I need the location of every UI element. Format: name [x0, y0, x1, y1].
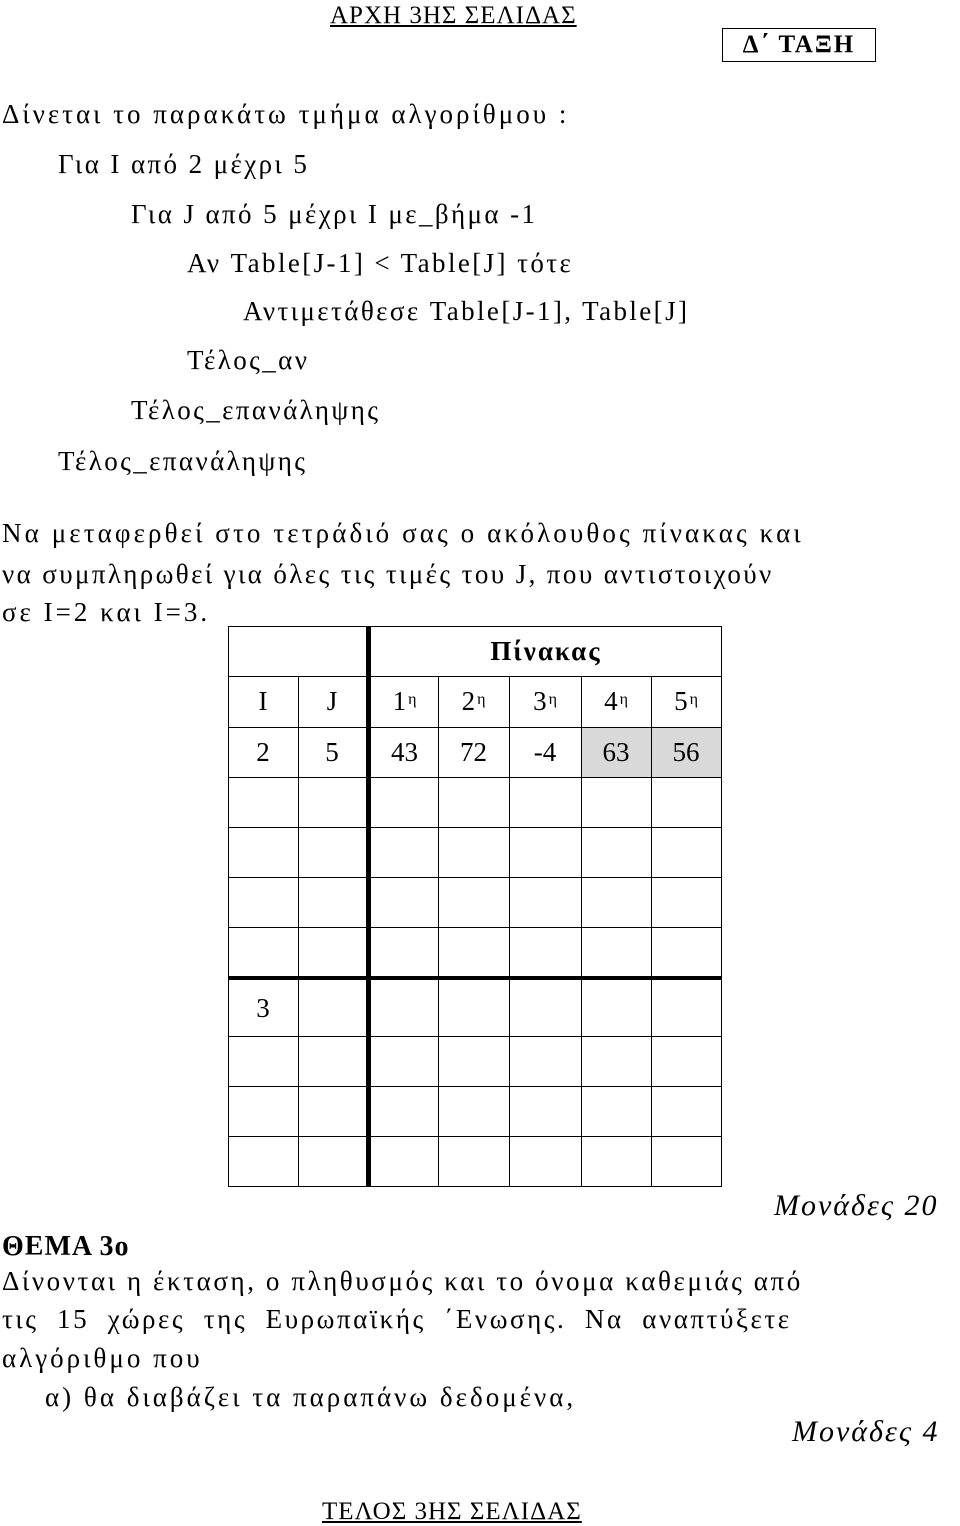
- marks-20: Μονάδες 20: [774, 1189, 939, 1222]
- header-j: J: [326, 686, 338, 716]
- header-position-4: 4 $^\eta$: [604, 686, 628, 716]
- page-end-footer: ΤΕΛΟΣ 3ΗΣ ΣΕΛΙΔΑΣ: [322, 1498, 582, 1525]
- page-start-header: ΑΡΧΗ 3ΗΣ ΣΕΛΙΔΑΣ: [330, 2, 577, 29]
- algorithm-line: Τέλος_αν: [187, 345, 310, 375]
- instruction-line: Να μεταφερθεί στο τετράδιό σας ο ακόλουθος πίνακας και: [2, 518, 804, 548]
- theme3-title: ΘΕΜΑ 3ο: [2, 1231, 130, 1262]
- algorithm-line: Αν Table[J-1] < Table[J] τότε: [187, 248, 574, 278]
- table-cell: 72: [460, 736, 487, 767]
- instruction-line: σε Ι=2 και Ι=3.: [2, 597, 211, 627]
- theme3-line: τις 15 χώρες της Ευρωπαϊκής ΄Ενωσης. Να αναπτύξετε: [2, 1304, 792, 1334]
- marks-4: Μονάδες 4: [792, 1415, 940, 1448]
- table-cell: 63: [602, 736, 630, 767]
- table-cell: 2: [256, 736, 270, 767]
- algorithm-line: Τέλος_επανάληψης: [131, 395, 381, 425]
- header-i: Ι: [258, 686, 268, 716]
- header-position-2: 2 $^\eta$: [461, 686, 486, 716]
- intro-text: Δίνεται το παρακάτω τμήμα αλγορίθμου :: [2, 99, 570, 129]
- table-cell: 43: [391, 736, 418, 767]
- theme3-item-a: α) θα διαβάζει τα παραπάνω δεδομένα,: [45, 1382, 577, 1412]
- theme3-line: Δίνονται η έκταση, ο πληθυσμός και το όνομα καθεμιάς από: [2, 1266, 803, 1296]
- table-cell: 5: [325, 736, 339, 767]
- table-title: Πίνακας: [490, 635, 602, 666]
- theme3-line: αλγόριθμο που: [2, 1343, 203, 1373]
- algorithm-line: Για Ι από 2 μέχρι 5: [58, 149, 310, 179]
- algorithm-line: Αντιμετάθεσε Table[J-1], Table[J]: [243, 296, 690, 326]
- header-position-5: 5 $^\eta$: [674, 686, 698, 716]
- i3-label: 3: [256, 992, 270, 1023]
- table-cell: -4: [533, 736, 557, 767]
- header-position-1: 1 $^\eta$: [392, 686, 417, 716]
- algorithm-line: Για J από 5 μέχρι I με_βήμα -1: [131, 199, 538, 229]
- class-label-box: Δ΄ ΤΑΞΗ: [722, 28, 876, 62]
- table-cell: 56: [672, 736, 700, 767]
- instruction-line: να συμπληρωθεί για όλες τις τιμές του J, που αντιστοιχούν: [2, 559, 774, 589]
- header-position-3: 3 $^\eta$: [533, 686, 557, 716]
- algorithm-line: Τέλος_επανάληψης: [58, 446, 308, 476]
